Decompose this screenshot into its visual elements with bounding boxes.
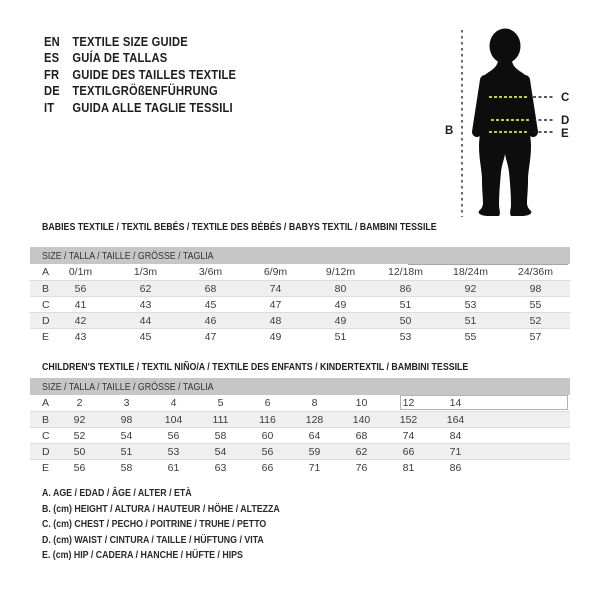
table-cell: 68 [355, 429, 368, 442]
table-cell: 63 [214, 461, 227, 474]
table-row [30, 312, 570, 328]
guide-title-translation: GUIDE DES TAILLES TEXTILE [72, 66, 237, 82]
table-cell: 44 [139, 314, 152, 327]
height-label: B [445, 125, 454, 137]
table-cell: 84 [449, 429, 462, 442]
table-cell: 3 [123, 397, 130, 409]
table-cell: 86 [399, 282, 412, 295]
row-label: C [42, 429, 50, 442]
table-cell: 43 [139, 298, 152, 311]
table-cell: 71 [449, 445, 462, 458]
table-cell: 46 [204, 314, 217, 327]
table-cell: 61 [167, 461, 180, 474]
table-cell: 51 [399, 298, 412, 311]
children-section-title [42, 361, 550, 373]
table-row [30, 296, 570, 312]
table-cell: 47 [269, 298, 282, 311]
table-cell: 92 [464, 282, 477, 295]
table-cell: 43 [74, 330, 87, 343]
table-cell: 92 [73, 413, 86, 426]
table-cell: 66 [402, 445, 415, 458]
legend-row [42, 518, 325, 534]
table-cell: 68 [204, 282, 217, 295]
table-cell: 58 [214, 429, 227, 442]
table-cell: 53 [167, 445, 180, 458]
table-cell: 104 [164, 413, 183, 426]
table-cell: 51 [120, 445, 133, 458]
row-label: E [42, 330, 50, 343]
table-cell: 49 [269, 330, 282, 343]
table-row [30, 280, 570, 296]
table-cell: 0/1m [68, 266, 93, 278]
language-code: EN [44, 33, 60, 49]
language-code: DE [44, 83, 60, 99]
table-cell: 53 [464, 298, 477, 311]
row-label: D [42, 314, 50, 327]
row-label: B [42, 413, 50, 426]
legend-text: C. (cm) CHEST / PECHO / POITRINE / TRUHE / PETTO [42, 518, 267, 531]
table-cell: 41 [74, 298, 87, 311]
table-cell: 58 [120, 461, 133, 474]
children-table-body [30, 395, 570, 475]
table-cell: 6/9m [263, 266, 288, 278]
children-title-text: CHILDREN'S TEXTILE / TEXTIL NIÑO/A / TEXTILE DES ENFANTS / KINDERTEXTIL / BAMBINI TESSILE [42, 361, 469, 373]
table-cell: 49 [334, 314, 347, 327]
chest-label: C [561, 92, 570, 104]
table-cell: 59 [308, 445, 321, 458]
table-cell: 80 [334, 282, 347, 295]
language-row [44, 50, 236, 67]
legend-text: B. (cm) HEIGHT / ALTURA / HAUTEUR / HÖHE / ALTEZZA [42, 502, 280, 515]
table-row [30, 411, 570, 427]
table-cell: 3/6m [198, 266, 223, 278]
waist-label: D [561, 115, 570, 127]
table-cell: 56 [74, 282, 87, 295]
legend-row [42, 487, 325, 503]
row-label: A [42, 397, 50, 409]
table-cell: 66 [261, 461, 274, 474]
table-cell: 5 [217, 397, 224, 409]
table-cell: 50 [73, 445, 86, 458]
table-cell: 60 [261, 429, 274, 442]
table-cell: 1/3m [133, 266, 158, 278]
table-cell: 116 [259, 413, 276, 426]
table-cell: 86 [449, 461, 462, 474]
child-measurement-figure [425, 20, 595, 230]
table-cell: 81 [402, 461, 415, 474]
table-row [30, 395, 570, 411]
language-row [44, 83, 236, 100]
guide-title-translation: GUIDA ALLE TAGLIE TESSILI [72, 99, 233, 115]
table-cell: 4 [170, 397, 177, 409]
table-cell: 53 [399, 330, 412, 343]
table-row [30, 328, 570, 344]
babies-section-title [42, 221, 512, 233]
table-cell: 14 [449, 397, 462, 409]
language-code: ES [44, 50, 60, 66]
table-cell: 45 [204, 298, 217, 311]
table-cell: 10 [355, 397, 368, 409]
guide-title-translation: GUÍA DE TALLAS [72, 50, 168, 66]
table-cell: 164 [446, 413, 465, 426]
legend-row [42, 534, 325, 550]
size-header-text: SIZE / TALLA / TAILLE / GRÖSSE / TAGLIA [42, 249, 214, 262]
language-row [44, 99, 236, 116]
table-cell: 140 [352, 413, 371, 426]
table-cell: 24/36m [517, 266, 554, 278]
table-cell: 8 [311, 397, 318, 409]
hip-label: E [561, 128, 569, 140]
table-cell: 18/24m [452, 266, 489, 278]
table-cell: 56 [261, 445, 274, 458]
language-code: IT [44, 99, 55, 115]
table-cell: 55 [529, 298, 542, 311]
size-header-text: SIZE / TALLA / TAILLE / GRÖSSE / TAGLIA [42, 380, 214, 393]
babies-table-body [30, 264, 570, 344]
table-cell: 48 [269, 314, 282, 327]
guide-title-translation: TEXTILE SIZE GUIDE [72, 33, 188, 49]
table-cell: 6 [264, 397, 271, 409]
row-label: D [42, 445, 50, 458]
language-code: FR [44, 66, 60, 82]
table-row [30, 427, 570, 443]
children-table-header [30, 378, 570, 395]
legend-text: A. AGE / EDAD / ÂGE / ALTER / ETÀ [42, 487, 192, 499]
table-cell: 52 [529, 314, 542, 327]
legend-row [42, 549, 325, 565]
legend-text: E. (cm) HIP / CADERA / HANCHE / HÜFTE / HIPS [42, 549, 243, 562]
table-cell: 51 [334, 330, 347, 343]
table-cell: 74 [402, 429, 415, 442]
table-cell: 2 [76, 397, 83, 409]
table-cell: 12 [402, 397, 415, 409]
language-title-list [44, 33, 267, 116]
legend-text: D. (cm) WAIST / CINTURA / TAILLE / HÜFTUNG / VITA [42, 533, 264, 546]
babies-size-table [30, 247, 570, 344]
language-row [44, 33, 236, 50]
measurement-legend [42, 487, 325, 565]
table-cell: 64 [308, 429, 321, 442]
row-label: E [42, 461, 50, 474]
table-cell: 51 [464, 314, 477, 327]
table-cell: 45 [139, 330, 152, 343]
table-cell: 42 [74, 314, 87, 327]
table-cell: 52 [73, 429, 86, 442]
table-cell: 12/18m [387, 266, 424, 278]
table-cell: 55 [464, 330, 477, 343]
legend-row [42, 503, 325, 519]
table-cell: 56 [73, 461, 86, 474]
table-row [30, 443, 570, 459]
table-cell: 98 [120, 413, 133, 426]
row-label: C [42, 298, 50, 311]
table-cell: 54 [214, 445, 227, 458]
table-cell: 152 [399, 413, 418, 426]
children-size-table [30, 378, 570, 475]
table-cell: 76 [355, 461, 368, 474]
table-cell: 62 [355, 445, 368, 458]
table-cell: 62 [139, 282, 152, 295]
row-label: A [42, 266, 50, 278]
table-cell: 49 [334, 298, 347, 311]
guide-title-translation: TEXTILGRÖßENFÜHRUNG [72, 83, 218, 99]
table-row [30, 459, 570, 475]
table-cell: 128 [305, 413, 324, 426]
babies-table-header [30, 247, 570, 264]
babies-title-text: BABIES TEXTILE / TEXTIL BEBÉS / TEXTILE DES BÉBÉS / BABYS TEXTIL / BAMBINI TESSILE [42, 221, 437, 233]
table-cell: 47 [204, 330, 217, 343]
table-cell: 54 [120, 429, 133, 442]
table-cell: 71 [308, 461, 321, 474]
table-cell: 50 [399, 314, 412, 327]
table-row [30, 264, 570, 280]
table-cell: 56 [167, 429, 180, 442]
table-cell: 111 [212, 413, 229, 426]
figure-head [490, 29, 521, 64]
table-cell: 9/12m [325, 266, 356, 278]
language-row [44, 66, 236, 83]
table-cell: 74 [269, 282, 282, 295]
table-cell: 57 [529, 330, 542, 343]
table-cell: 98 [529, 282, 542, 295]
row-label: B [42, 282, 50, 295]
